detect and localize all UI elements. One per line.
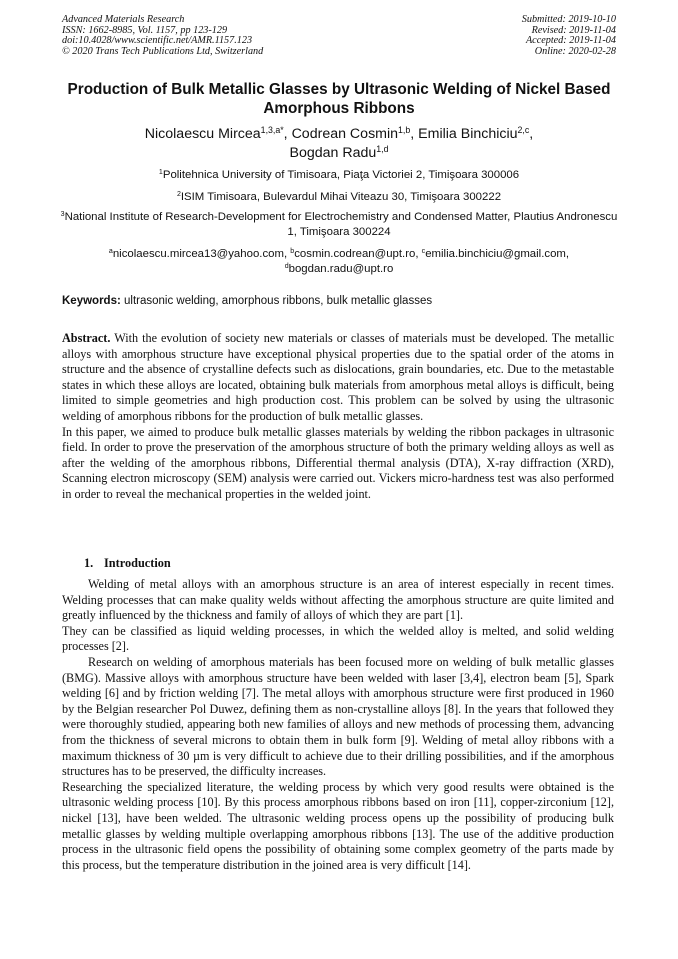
- author-affiliation-mark: 1,3,a*: [260, 125, 284, 136]
- revised-date: Revised: 2019-11-04: [531, 24, 616, 36]
- email-link[interactable]: nicolaescu.mircea13@yahoo.com,: [112, 248, 291, 260]
- submitted-date: Submitted: 2019-10-10: [521, 14, 616, 25]
- abstract-paragraph: In this paper, we aimed to produce bulk metallic glasses materials by welding the ribbon packages in ultrasonic field. In order to prove the preservation of the amorphous structure of both the primary welding alloys as well as after the welding of the amorphous ribbons, Differential thermal analysis (DTA), X-ray diffraction (XRD), Scanning electron microscopy (SEM) analysis were carried out. Vickers micro-hardness test was also performed in order to reveal the mechanical properties in the welded joint.: [62, 424, 614, 501]
- author-name: Nicolaescu Mircea: [144, 126, 261, 142]
- keywords: [62, 294, 616, 308]
- affiliation-3: $^3$National Institute of Research-Development for Electrochemistry and Condensed Matter, Plautius Andronescu 1, Timişoara 300224: [60, 211, 618, 238]
- abstract-paragraph: Abstract. With the evolution of society new materials or classes of materials must be developed. The metallic alloys with amorphous structure have exceptional physical properties due to the spatial order of the atoms in structure and the absence of crystalline defects such as dislocations, grain boundaries, etc. Due to the metastable states in which these alloys are located, obtaining bulk materials from amorphous metal alloys is difficult, being limited to simple geometries and high production cost. This problem can be solved by using the ultrasonic welding of amorphous ribbons for the production of bulk metallic glasses.: [62, 331, 614, 423]
- abstract-label: Abstract.: [62, 331, 111, 345]
- journal-doi: doi:10.4028/www.scientific.net/AMR.1157.123: [62, 35, 253, 47]
- author-list: Nicolaescu Mircea$^{1,3,a*}$, Codrean Cosmin$^{1,b}$, Emilia Binchiciu$^{2,c}$, Bogdan Radu$^{1,d}$: [144, 125, 534, 161]
- journal-issn: ISSN: 1662-8985, Vol. 1157, pp 123-129: [62, 24, 228, 36]
- paper-title: Production of Bulk Metallic Glasses by Ultrasonic Welding of Nickel Based Amorphous Ribbons: [67, 81, 611, 117]
- author-name: Bogdan Radu: [289, 144, 377, 161]
- email-list: $^a$nicolaescu.mircea13@yahoo.com, $^b$cosmin.codrean@upt.ro, $^c$emilia.binchiciu@gmail.com, $^d$bogdan.radu@upt.ro: [108, 248, 570, 275]
- affiliation-1: $^1$Politehnica University of Timisoara, Piaţa Victoriei 2, Timişoara 300006: [158, 169, 520, 181]
- email-link[interactable]: emilia.binchiciu@gmail.com,: [425, 248, 570, 260]
- email-link[interactable]: bogdan.radu@upt.ro: [288, 262, 394, 275]
- introduction-body: [62, 577, 614, 873]
- body-paragraph: Research on welding of amorphous materials has been focused more on welding of bulk metallic glasses (BMG). Massive alloys with amorphous structure have been welded with laser [3,4], electron beam [5], Spark welding [6] and by friction welding [7]. The metal alloys with amorphous structure were first produced in 1960 by the Belgian researcher Pol Duwez, defining them as non-crystalline alloys [8]. In the years that followed they were thoroughly studied, appearing both new families of alloys and new methods of processing them, advancing from the thickness of several microns to obtain them in bulk form [9]. Welding of metal alloy ribbons with a maximum thickness of 30 µm is very difficult to achieve due to their drilling possibilities, and if the amorphous structures has to be preserved, the difficulty increases.: [62, 654, 614, 779]
- accepted-date: Accepted: 2019-11-04: [525, 35, 616, 47]
- journal-header-right: [522, 15, 616, 57]
- keywords-label: Keywords:: [62, 295, 121, 307]
- email-link[interactable]: cosmin.codrean@upt.ro,: [294, 248, 422, 260]
- journal-name: Advanced Materials Research: [62, 14, 185, 25]
- author-name: Codrean Cosmin: [291, 126, 399, 142]
- author-affiliation-mark: 2,c: [517, 125, 530, 136]
- body-paragraph: Welding of metal alloys with an amorphous structure is an area of interest especially in recent times. Welding processes that can make quality welds without affecting the amorphous structure are quite limited and greatly influenced by the thickness and family of alloys of which they are part [1].: [62, 577, 614, 623]
- journal-header-left: [62, 15, 263, 57]
- keywords-text: ultrasonic welding, amorphous ribbons, bulk metallic glasses: [120, 295, 433, 307]
- affiliation-2: $^2$ISIM Timisoara, Bulevardul Mihai Viteazu 30, Timişoara 300222: [176, 191, 502, 203]
- abstract: [62, 331, 614, 503]
- body-paragraph: They can be classified as liquid welding processes, in which the welded alloy is melted, and solid welding processes [2].: [62, 623, 614, 654]
- author-affiliation-mark: 1,d: [376, 143, 389, 154]
- section-number: 1.: [84, 556, 94, 570]
- section-heading-introduction: [84, 556, 171, 571]
- body-paragraph: Researching the specialized literature, the welding process by which very good results were obtained is the ultrasonic welding process [10]. By this process amorphous ribbons based on iron [11], copper-zirconium [12], nickel [13], have been welded. The ultrasonic welding process opens up the possibility of producing bulk metallic glasses by welding multiple overlapping amorphous ribbons [13]. The use of the additive production process in the ultrasonic field opens the possibility of obtaining some complex geometry of the parts made by this process, but the temperature distribution in the joined area is very difficult [14].: [62, 779, 614, 872]
- author-name: Emilia Binchiciu: [418, 126, 518, 142]
- author-affiliation-mark: 1,b: [398, 125, 411, 136]
- section-title: Introduction: [104, 556, 171, 570]
- online-date: Online: 2020-02-28: [534, 45, 616, 57]
- journal-copyright: © 2020 Trans Tech Publications Ltd, Switzerland: [62, 45, 264, 57]
